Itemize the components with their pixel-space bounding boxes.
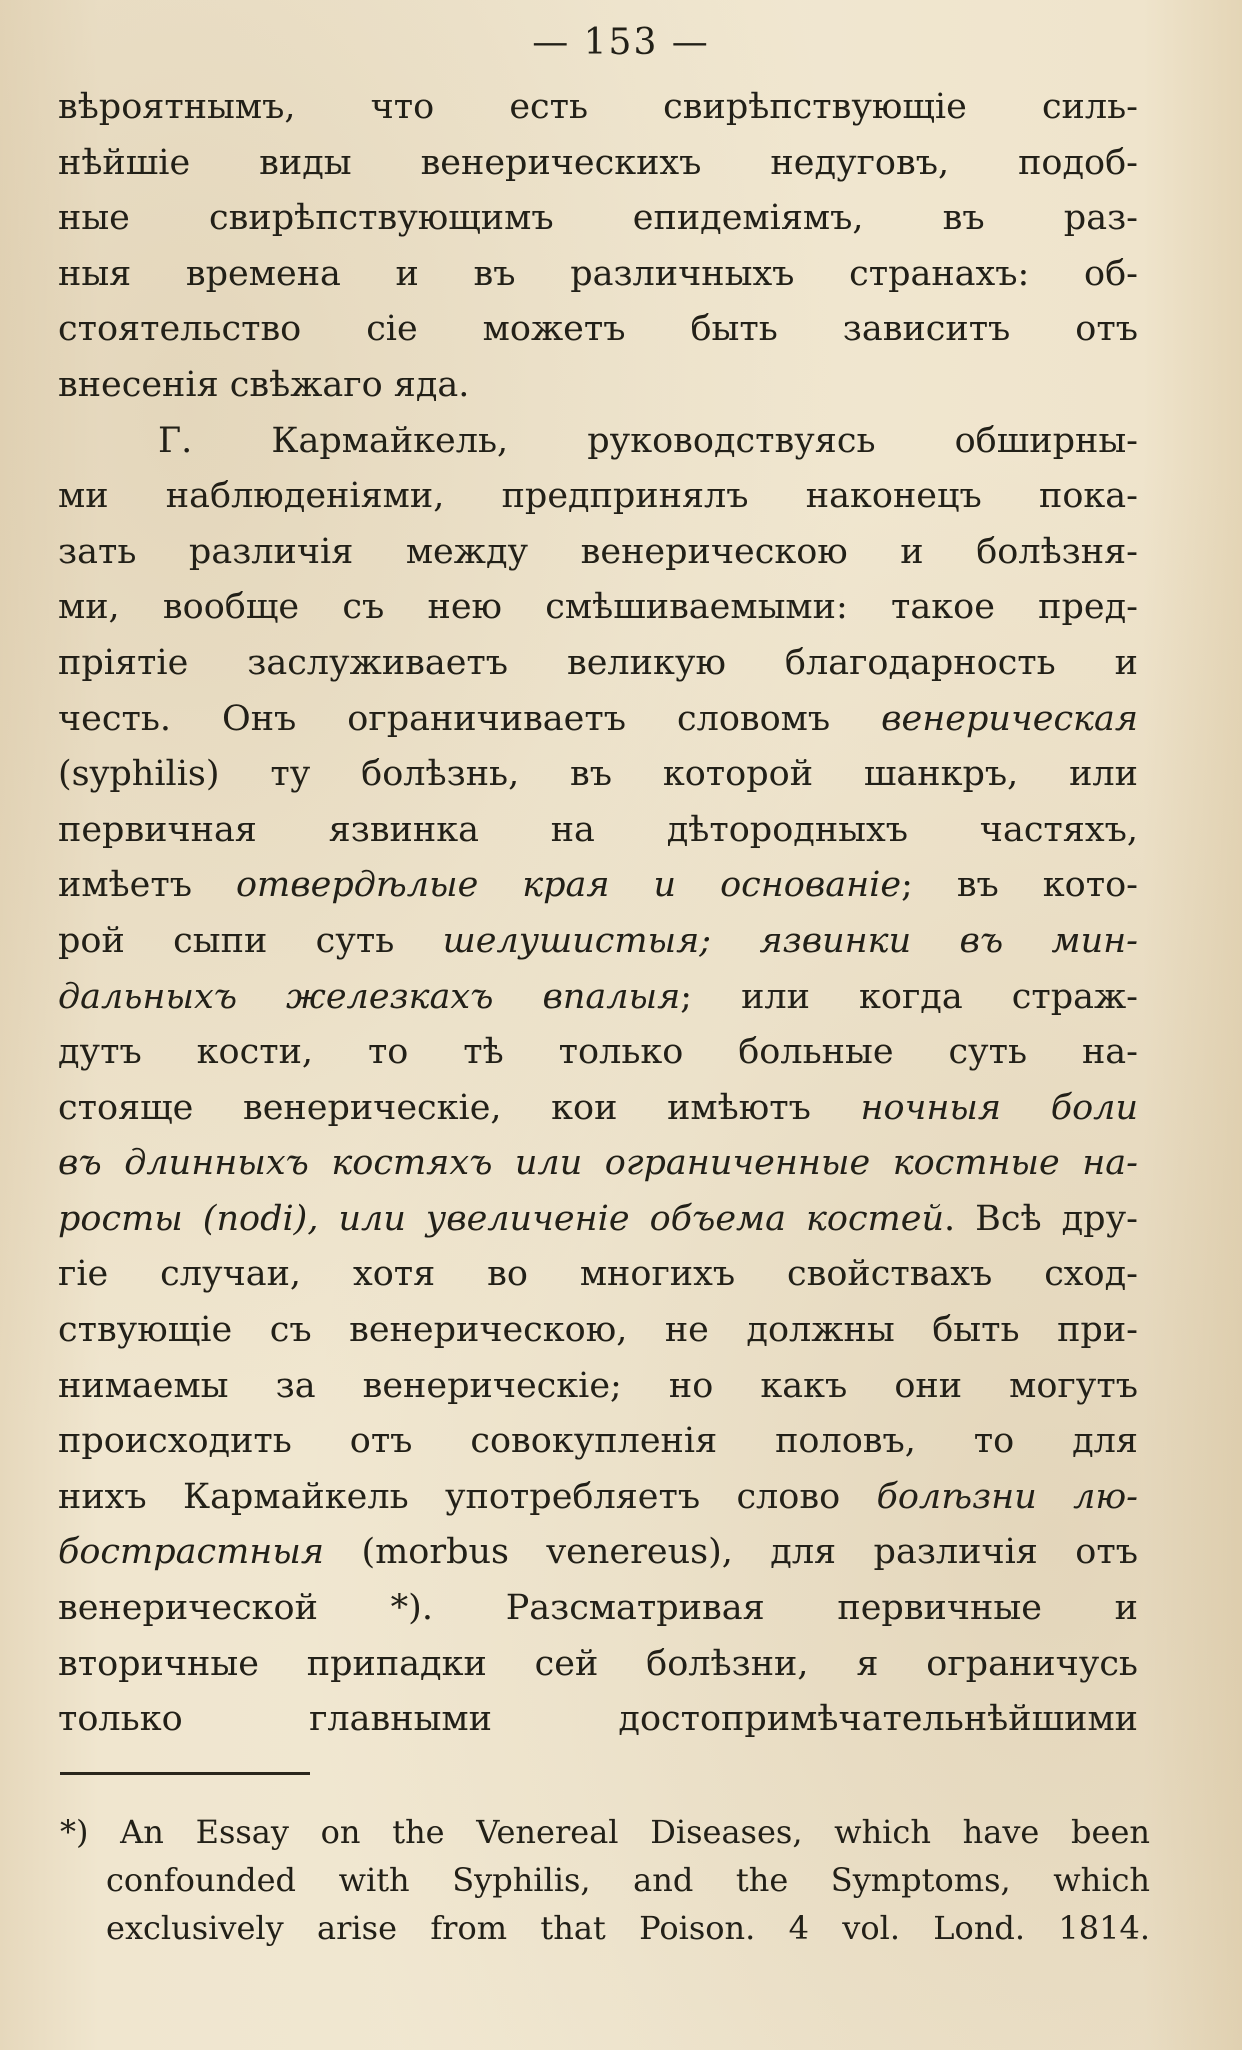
text-line <box>58 1025 1138 1081</box>
text-line <box>58 1136 1138 1192</box>
text-segment: зать различія между венерическою и болѣзня- <box>58 531 1138 572</box>
text-line <box>58 692 1138 748</box>
text-segment: венерической *). Разсматривая первичные и <box>58 1588 1138 1629</box>
text-segment: ; въ кото- <box>901 865 1138 906</box>
text-line <box>58 469 1138 525</box>
text-segment: ми наблюденіями, предпринялъ наконецъ пока- <box>58 476 1138 517</box>
text-line <box>58 858 1138 914</box>
text-line <box>58 1692 1138 1748</box>
text-line <box>58 191 1138 247</box>
italic-segment: шелушистыя; язвинки въ мин- <box>442 920 1138 961</box>
text-line <box>58 136 1138 192</box>
footnote-divider <box>60 1772 310 1775</box>
text-line <box>58 580 1138 636</box>
text-segment: . Всѣ дру- <box>944 1198 1138 1239</box>
italic-segment: болѣзни лю- <box>876 1476 1138 1517</box>
text-segment: ные свирѣпствующимъ епидеміямъ, въ раз- <box>58 198 1138 239</box>
text-segment: (syphilis) ту болѣзнь, въ которой шанкръ, или <box>58 754 1138 795</box>
paragraph-start-line <box>58 414 1138 470</box>
text-line <box>58 1637 1138 1693</box>
text-line <box>58 914 1138 970</box>
footnote-line: exclusively arise from that Poison. 4 vol. Lond. 1814. <box>106 1909 1150 1947</box>
footnote-line: confounded with Syphilis, and the Symptoms, which <box>106 1861 1150 1899</box>
text-segment: ми, вообще съ нею смѣшиваемыми: такое пред- <box>58 587 1138 628</box>
text-segment: вѣроятнымъ, что есть свирѣпствующіе силь- <box>58 87 1138 127</box>
text-segment: нимаемы за венерическіе; но какъ они могутъ <box>58 1365 1138 1406</box>
text-segment: гіе случаи, хотя во многихъ свойствахъ сход- <box>58 1254 1138 1295</box>
text-line <box>58 970 1138 1026</box>
italic-segment: росты (nodi), или увеличеніе объема костей <box>58 1198 944 1239</box>
italic-segment: бострастныя <box>58 1532 325 1573</box>
text-segment: ; или когда страж- <box>680 976 1138 1017</box>
text-segment: рой сыпи суть <box>58 920 443 961</box>
text-segment: ныя времена и въ различныхъ странахъ: об- <box>58 253 1138 294</box>
text-segment: нѣйшіе виды венерическихъ недуговъ, подоб- <box>58 142 1138 183</box>
italic-segment: дальныхъ железкахъ впалыя <box>58 976 681 1017</box>
text-segment: (morbus venereus), для различія отъ <box>324 1532 1138 1573</box>
text-segment: пріятіе заслуживаетъ великую благодарность и <box>58 642 1138 683</box>
text-line <box>58 1081 1138 1137</box>
text-line <box>58 525 1138 581</box>
italic-segment: въ длинныхъ костяхъ или ограниченные костные на- <box>58 1143 1138 1184</box>
text-line <box>58 1525 1138 1581</box>
text-line <box>58 247 1138 303</box>
text-segment: нихъ Кармайкель употребляетъ слово <box>58 1476 877 1517</box>
italic-segment: отвердѣлые края и основаніе <box>235 865 902 906</box>
text-line <box>58 1581 1138 1637</box>
text-line <box>58 1414 1138 1470</box>
text-line <box>58 1247 1138 1303</box>
footnote <box>60 1808 1150 1952</box>
text-segment: первичная язвинка на дѣтородныхъ частяхъ, <box>58 809 1138 850</box>
text-segment: имѣетъ <box>58 865 236 906</box>
text-segment: дутъ кости, то тѣ только больные суть на- <box>58 1032 1138 1073</box>
footnote-line: *) An Essay on the Venereal Diseases, which have been <box>60 1813 1150 1851</box>
text-segment: стояще венерическіе, кои имѣютъ <box>58 1087 861 1128</box>
text-line <box>58 1192 1138 1248</box>
text-line <box>58 1359 1138 1415</box>
text-segment: вторичные припадки сей болѣзни, я ограничусь <box>58 1643 1138 1684</box>
text-segment: Г. Кармайкель, руководствуясь обширны- <box>158 420 1138 461</box>
text-line <box>58 747 1138 803</box>
text-segment: ствующіе съ венерическою, не должны быть при- <box>58 1310 1138 1351</box>
text-line <box>58 803 1138 859</box>
main-text <box>58 80 1138 1748</box>
italic-segment: ночныя боли <box>860 1087 1138 1128</box>
text-line <box>58 636 1138 692</box>
page-number: — 153 — <box>532 22 710 63</box>
text-line <box>58 1303 1138 1359</box>
text-segment: внесенія свѣжаго яда. <box>58 364 470 405</box>
text-line <box>58 1470 1138 1526</box>
text-segment: происходить отъ совокупленія половъ, то для <box>58 1421 1138 1462</box>
text-segment: честь. Онъ ограничиваетъ словомъ <box>58 698 882 739</box>
text-segment: стоятельство сіе можетъ быть зависитъ отъ <box>58 309 1138 350</box>
text-segment: только главными достопримѣчательнѣйшими <box>58 1699 1138 1740</box>
text-line <box>58 358 1138 414</box>
text-line <box>58 302 1138 358</box>
italic-segment: венерическая <box>881 698 1138 739</box>
text-line <box>58 80 1138 136</box>
